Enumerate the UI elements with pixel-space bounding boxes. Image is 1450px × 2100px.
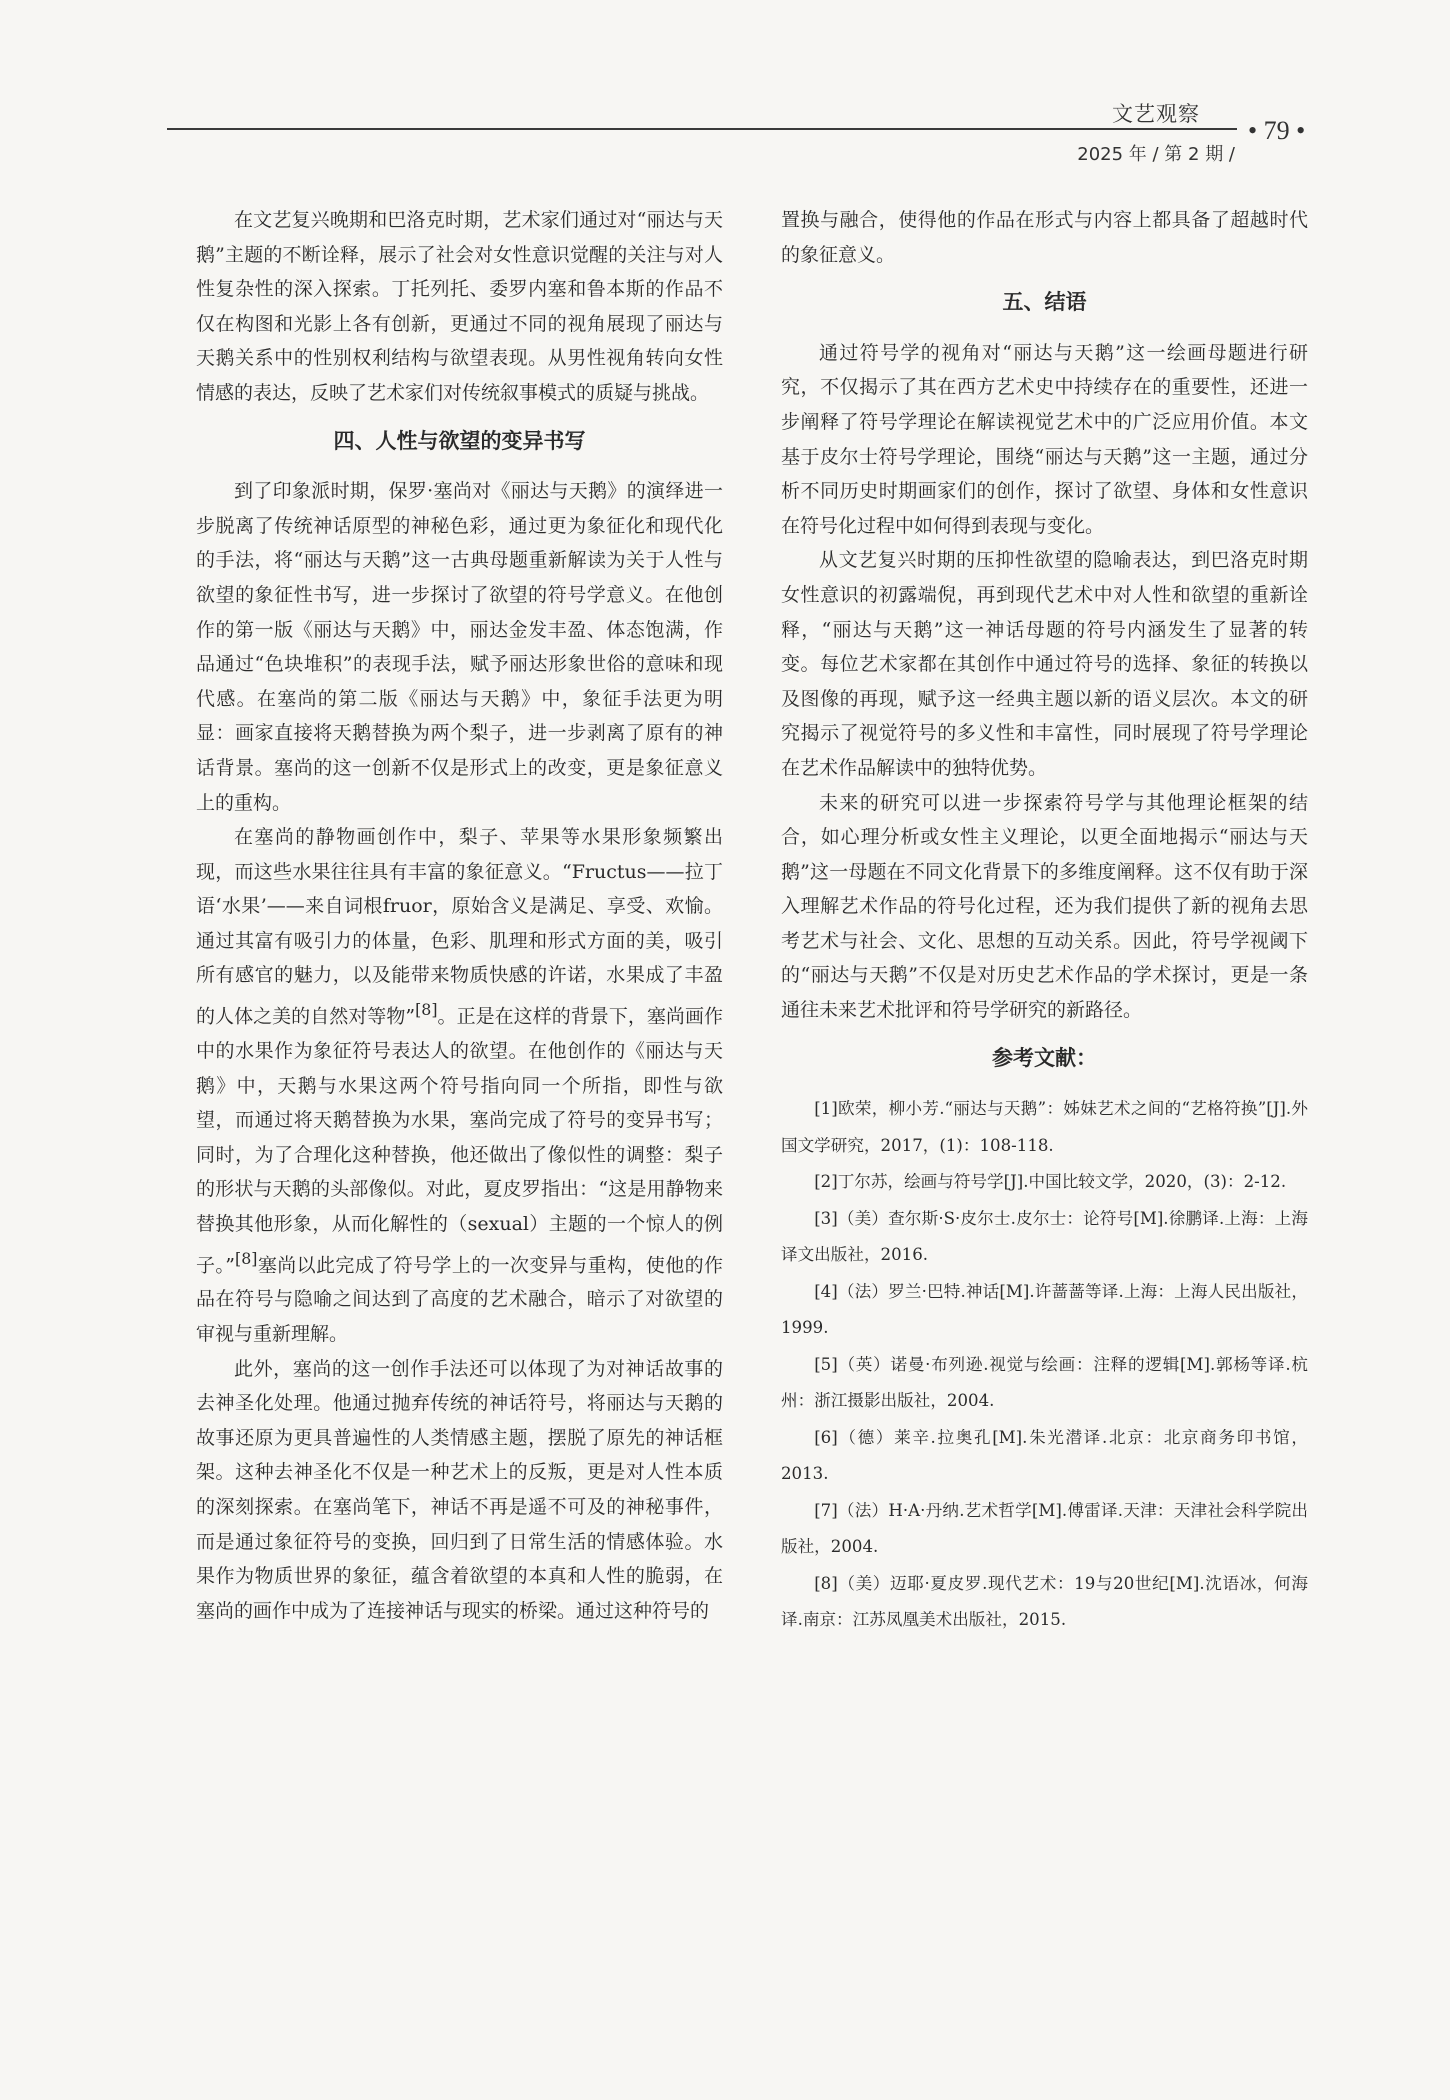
page-number: • 79 •	[1248, 116, 1306, 145]
paragraph	[196, 820, 723, 1352]
reference-item: [2]丁尔苏，绘画与符号学[J].中国比较文学，2020，(3)：2-12.	[814, 1172, 1287, 1192]
citation-mark: [8]	[235, 1248, 258, 1268]
paragraph: 到了印象派时期，保罗·塞尚对《丽达与天鹅》的演绎进一步脱离了传统神话原型的神秘色彩，通过更为象征化和现代化的手法，将“丽达与天鹅”这一古典母题重新解读为关于人性与欲望的象征性书写，进一步探讨了欲望的符号学意义。在他创作的第一版《丽达与天鹅》中，丽达金发丰盈、体态饱满，作品通过“色块堆积”的表现手法，赋予丽达形象世俗的意味和现代感。在塞尚的第二版《丽达与天鹅》中，象征手法更为明显：画家直接将天鹅替换为两个梨子，进一步剥离了原有的神话背景。塞尚的这一创新不仅是形式上的改变，更是象征意义上的重构。	[196, 480, 723, 814]
reference-item: [4]（法）罗兰·巴特.神话[M].许蔷蔷等译.上海：上海人民出版社，1999.	[781, 1281, 1308, 1338]
reference-item: [5]（英）诺曼·布列逊.视觉与绘画：注释的逻辑[M].郭杨等译.杭州：浙江摄影出版社，2004.	[781, 1354, 1308, 1411]
paragraph: 从文艺复兴时期的压抑性欲望的隐喻表达，到巴洛克时期女性意识的初露端倪，再到现代艺术中对人性和欲望的重新诠释，“丽达与天鹅”这一神话母题的符号内涵发生了显著的转变。每位艺术家都在其创作中通过符号的选择、象征的转换以及图像的再现，赋予这一经典主题以新的语义层次。本文的研究揭示了视觉符号的多义性和丰富性，同时展现了符号学理论在艺术作品解读中的独特优势。	[781, 549, 1308, 779]
section-heading-5: 五、结语	[1002, 290, 1087, 315]
paragraph-text: 。正是在这样的背景下，塞尚画作中的水果作为象征符号表达人的欲望。在他创作的《丽达与天鹅》中，天鹅与水果这两个符号指向同一个所指，即性与欲望，而通过将天鹅替换为水果，塞尚完成了符号的变异书写；同时，为了合理化这种替换，他还做出了像似性的调整：梨子的形状与天鹅的头部像似。对此，夏皮罗指出：“这是用静物来替换其他形象，从而化解性的（sexual）主题的一个惊人的例子。”	[196, 1005, 723, 1276]
header-rule	[167, 128, 1237, 130]
reference-item: [6]（德）莱辛.拉奥孔[M].朱光潜译.北京：北京商务印书馆，2013.	[781, 1427, 1308, 1484]
reference-item: [7]（法）H·A·丹纳.艺术哲学[M].傅雷译.天津：天津社会科学院出版社，2004.	[781, 1500, 1308, 1557]
right-column	[781, 203, 1308, 1639]
paragraph-text: 塞尚以此完成了符号学上的一次变异与重构，使他的作品在符号与隐喻之间达到了高度的艺术融合，暗示了对欲望的审视与重新理解。	[196, 1253, 723, 1346]
paragraph: 此外，塞尚的这一创作手法还可以体现了为对神话故事的去神圣化处理。他通过抛弃传统的神话符号，将丽达与天鹅的故事还原为更具普遍性的人类情感主题，摆脱了原先的神话框架。这种去神圣化不仅是一种艺术上的反叛，更是对人性本质的深刻探索。在塞尚笔下，神话不再是遥不可及的神秘事件，而是通过象征符号的变换，回归到了日常生活的情感体验。水果作为物质世界的象征，蕴含着欲望的本真和人性的脆弱，在塞尚的画作中成为了连接神话与现实的桥梁。通过这种符号的	[196, 1357, 723, 1622]
section-heading-4: 四、人性与欲望的变异书写	[333, 428, 586, 453]
issue-info: 2025 年 / 第 2 期 /	[1077, 144, 1235, 165]
references-title: 参考文献：	[992, 1045, 1097, 1070]
paragraph: 在文艺复兴晚期和巴洛克时期，艺术家们通过对“丽达与天鹅”主题的不断诠释，展示了社会对女性意识觉醒的关注与对人性复杂性的深入探索。丁托列托、委罗内塞和鲁本斯的作品不仅在构图和光影上各有创新，更通过不同的视角展现了丽达与天鹅关系中的性别权利结构与欲望表现。从男性视角转向女性情感的表达，反映了艺术家们对传统叙事模式的质疑与挑战。	[196, 209, 723, 404]
left-column	[196, 203, 723, 1628]
reference-item: [3]（美）查尔斯·S·皮尔士.皮尔士：论符号[M].徐鹏译.上海：上海译文出版社，2016.	[781, 1208, 1308, 1265]
paragraph: 通过符号学的视角对“丽达与天鹅”这一绘画母题进行研究，不仅揭示了其在西方艺术史中持续存在的重要性，还进一步阐释了符号学理论在解读视觉艺术中的广泛应用价值。本文基于皮尔士符号学理论，围绕“丽达与天鹅”这一主题，通过分析不同历史时期画家们的创作，探讨了欲望、身体和女性意识在符号化过程中如何得到表现与变化。	[781, 341, 1308, 537]
paragraph: 置换与融合，使得他的作品在形式与内容上都具备了超越时代的象征意义。	[781, 209, 1308, 266]
paragraph: 未来的研究可以进一步探索符号学与其他理论框架的结合，如心理分析或女性主义理论，以更全面地揭示“丽达与天鹅”这一母题在不同文化背景下的多维度阐释。这不仅有助于深入理解艺术作品的符号化过程，还为我们提供了新的视角去思考艺术与社会、文化、思想的互动关系。因此，符号学视阈下的“丽达与天鹅”不仅是对历史艺术作品的学术探讨，更是一条通往未来艺术批评和符号学研究的新路径。	[781, 791, 1308, 1022]
paragraph-text: 在塞尚的静物画创作中，梨子、苹果等水果形象频繁出现，而这些水果往往具有丰富的象征意义。“Fructus——拉丁语‘水果’——来自词根fruor，原始含义是满足、享受、欢愉。通过其富有吸引力的体量，色彩、肌理和形式方面的美，吸引所有感官的魅力，以及能带来物质快感的许诺，水果成了丰盈的人体之美的自然对等物”	[196, 826, 723, 1028]
journal-name: 文艺观察	[1112, 102, 1200, 126]
reference-item: [8]（美）迈耶·夏皮罗.现代艺术：19与20世纪[M].沈语冰，何海译.南京：江苏凤凰美术出版社，2015.	[781, 1573, 1308, 1630]
reference-item: [1]欧荣，柳小芳.“丽达与天鹅”：姊妹艺术之间的“艺格符换”[J].外国文学研究，2017，(1)：108-118.	[781, 1099, 1308, 1155]
page-header	[0, 0, 1450, 165]
citation-mark: [8]	[415, 1000, 438, 1020]
